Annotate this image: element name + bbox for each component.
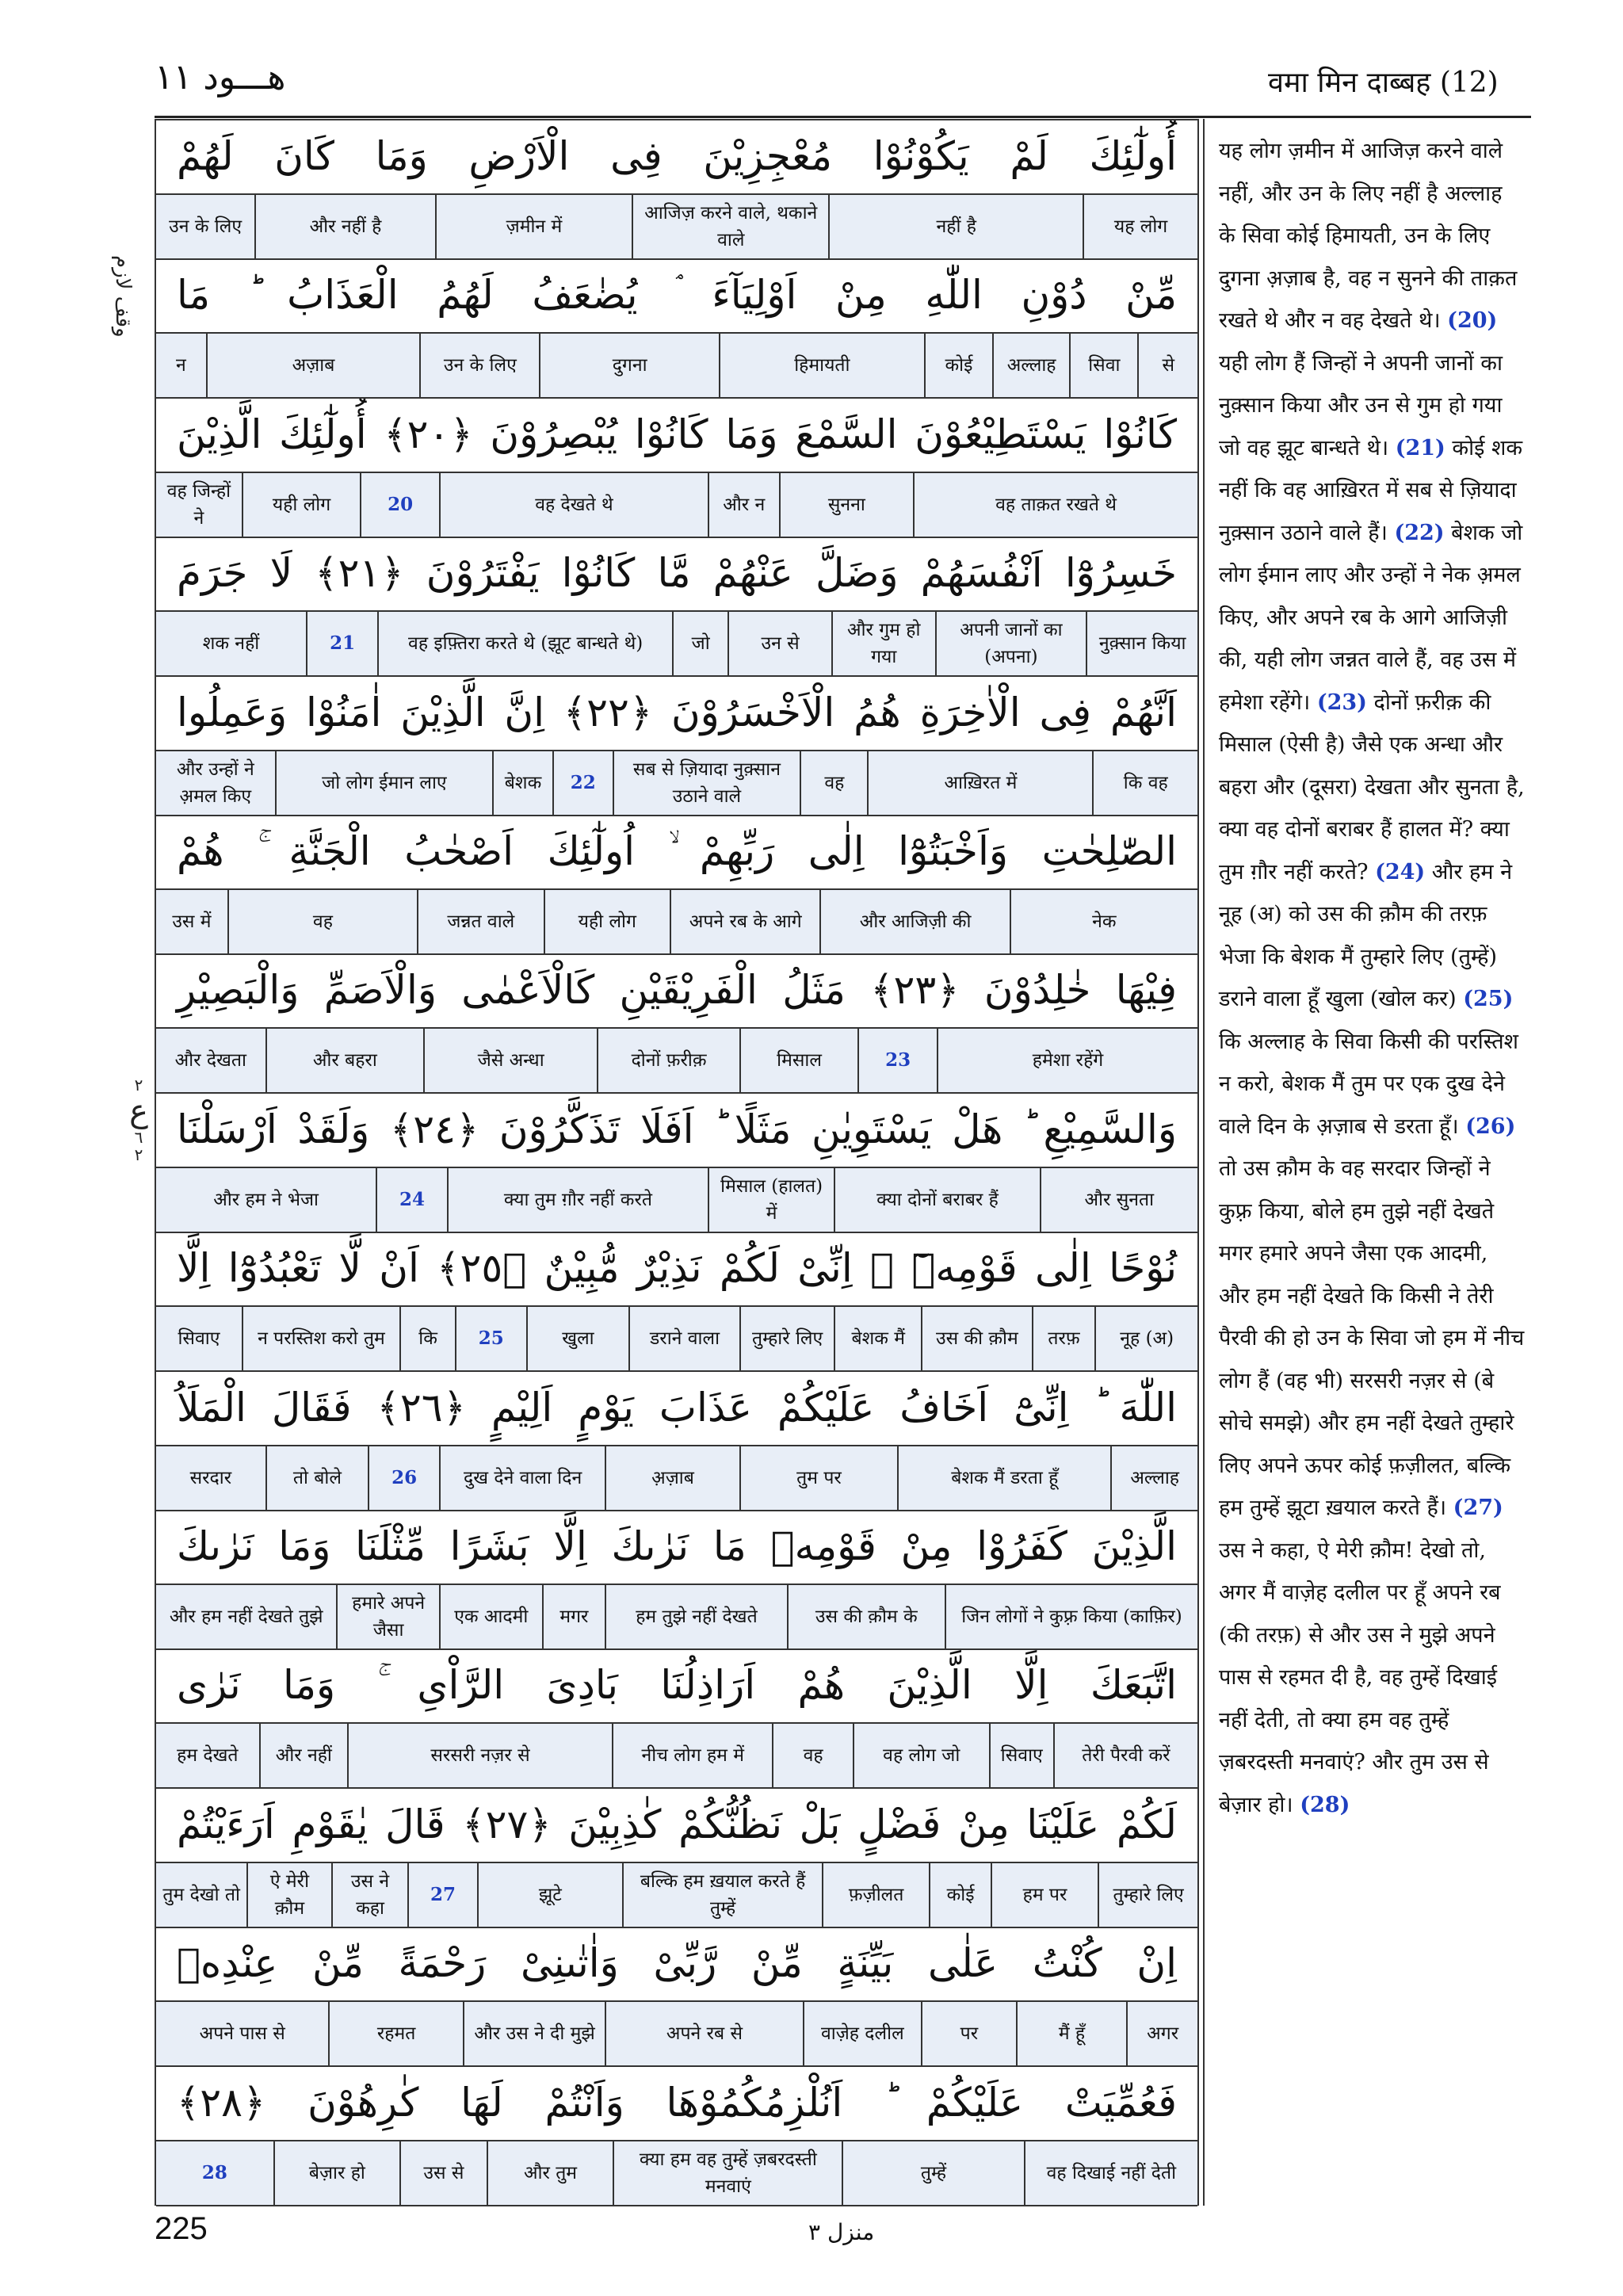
word-meaning-cell: हिमायती — [719, 334, 924, 397]
word-meaning-row — [156, 612, 1197, 677]
translation-verse: उस ने कहा, ऐ मेरी क़ौम! देखो तो, अगर मैं वाज़ेह दलील पर हूँ अपने रब (की तरफ़) से और उस ने मुझे अपने पास से रहमत दी है, वह तुम्हें दिखाई नहीं देती, तो क्या हम वह तुम्हें ज़बरदस्ती मनवाएं? और तुम उस से बेज़ार हो। — [1219, 1538, 1501, 1817]
word-meaning-cell: सरसरी नज़र से — [347, 1724, 612, 1787]
word-meaning-cell: उस की क़ौम — [921, 1307, 1032, 1370]
verse-block — [156, 120, 1197, 259]
arabic-line: اللّٰهَ ؕ اِنِّىْٓ اَخَافُ عَلَيْكُمْ عَذَابَ يَوْمٍ اَلِيْمٍ ﴿٢٦﴾ فَقَالَ الْمَلَاُ — [156, 1372, 1197, 1446]
word-meaning-row — [156, 2141, 1197, 2206]
word-meaning-cell: झूटे — [477, 1863, 623, 1927]
word-meaning-cell: जो लोग ईमान लाए — [275, 751, 493, 815]
verse-number-cell: 26 — [368, 1446, 439, 1510]
verse-block — [156, 537, 1197, 676]
word-meaning-cell: दुगना — [539, 334, 719, 397]
translation-verse: यह लोग ज़मीन में आजिज़ करने वाले नहीं, और उन के लिए नहीं है अल्लाह के सिवा कोई हिमायती, उन के लिए दुगना अ़ज़ाब है, वह न सुनने की ताक़त रखते थे और न वह देखते थे। — [1219, 139, 1518, 333]
word-meaning-cell: ज़मीन में — [435, 195, 632, 258]
ruku-number-top: ٢ — [134, 1075, 143, 1095]
word-meaning-cell: कि वह — [1092, 751, 1197, 815]
word-meaning-cell: हम तुझे नहीं देखते — [605, 1585, 786, 1648]
verse-block — [156, 2067, 1197, 2206]
ruku-mark — [119, 1076, 158, 1163]
verse-number-cell: 20 — [360, 473, 439, 537]
word-meaning-cell: और उन्हों ने अ़मल किए — [176, 758, 254, 807]
verse-block — [156, 259, 1197, 398]
word-meaning-cell: और आजिज़ी की — [819, 890, 1009, 953]
word-meaning-cell: बेज़ार हो — [273, 2141, 400, 2205]
word-meaning-cell: फ़ज़ीलत — [822, 1863, 929, 1927]
word-meaning-cell: आजिज़ करने वाले, थकाने वाले — [632, 195, 828, 258]
word-meaning-cell: तरफ़ — [1032, 1307, 1095, 1370]
translation-verse: और हम ने नूह (अ) को उस की क़ौम की तरफ़ भेजा कि बेशक मैं तुम्हारे लिए (तुम्हें) डराने वाला हूँ खुला (खोल कर) — [1219, 859, 1513, 1011]
arabic-line: فِيْهَا خٰلِدُوْنَ ﴿٢٣﴾ مَثَلُ الْفَرِيْقَيْنِ كَالْاَعْمٰى وَالْاَصَمِّ وَالْبَصِيْرِ — [156, 954, 1197, 1029]
verse-number-cell: 23 — [857, 1029, 937, 1092]
word-meaning-cell: अगर — [1126, 2002, 1197, 2065]
translation-verse: यही लोग हैं जिन्हों ने अपनी जानों का नुक़्सान किया और उन से गुम हो गया जो वह झूट बान्धते थे। — [1219, 350, 1503, 460]
word-meaning-cell: उन के लिए — [169, 216, 242, 237]
arabic-line: اَنَّهُمْ فِى الْاٰخِرَةِ هُمُ الْاَخْسَرُوْنَ ﴿٢٢﴾ اِنَّ الَّذِيْنَ اٰمَنُوْا وَعَمِلُوا — [156, 677, 1197, 751]
word-meaning-cell: से — [1137, 334, 1197, 397]
word-meaning-row — [156, 751, 1197, 816]
translation-verse: बेशक जो लोग ईमान लाए और उन्हों ने नेक अ़मल किए, और अपने रब के आगे आजिज़ी की, यही लोग जन्नत वाले हैं, वह उस में हमेशा रहेंगे। — [1219, 520, 1523, 715]
verse-block — [156, 1511, 1197, 1649]
verse-block — [156, 1372, 1197, 1511]
verse-block — [156, 1927, 1197, 2066]
translation-verse: दोनों फ़रीक़ की मिसाल (ऐसी है) जैसे एक अन्धा और बहरा और (दूसरा) देखता और सुनता है, क्या वह दोनों बराबर हैं हालत में? क्या तुम ग़ौर नहीं करते? — [1219, 690, 1525, 884]
word-meaning-cell: यह लोग — [1083, 195, 1197, 258]
verse-block — [156, 1094, 1197, 1232]
word-meaning-cell: बल्कि हम ख़याल करते हैं तुम्हें — [622, 1863, 822, 1927]
word-meaning-cell: वह देखते थे — [439, 473, 708, 537]
word-meaning-cell: दोनों फ़रीक़ — [597, 1029, 739, 1092]
ruku-letter: ع — [129, 1093, 148, 1129]
manzil-label: منزل ٣ — [808, 2219, 875, 2245]
word-meaning-cell: मिसाल — [739, 1029, 858, 1092]
word-meaning-cell: नुक़्सान किया — [1086, 612, 1197, 675]
word-meaning-cell: और सुनता — [1040, 1168, 1197, 1232]
verse-block — [156, 1232, 1197, 1371]
word-meaning-cell: और हम नहीं देखते तुझे — [169, 1606, 323, 1627]
word-meaning-cell: आख़िरत में — [867, 751, 1092, 815]
word-meaning-cell: और हम ने भेजा — [213, 1189, 319, 1210]
surah-header: هـــود ١١ — [155, 57, 286, 97]
word-meaning-cell: और न — [708, 473, 779, 537]
word-meaning-cell: अपने रब के आगे — [670, 890, 819, 953]
word-meaning-cell: क्या दोनों बराबर हैं — [834, 1168, 1039, 1232]
word-meaning-cell: तेरी पैरवी करें — [1053, 1724, 1197, 1787]
word-meaning-cell: अल्लाह — [1110, 1446, 1197, 1510]
word-meaning-cell: उस ने कहा — [331, 1863, 408, 1927]
translation-text — [1205, 119, 1531, 1826]
arabic-line: الَّذِيْنَ كَفَرُوْا مِنْ قَوْمِهٖ مَا نَرٰىكَ اِلَّا بَشَرًا مِّثْلَنَا وَمَا نَرٰىكَ — [156, 1511, 1197, 1585]
word-meaning-cell: नहीं है — [828, 195, 1083, 258]
page-number: 225 — [155, 2211, 208, 2246]
word-meaning-row — [156, 890, 1197, 955]
word-meaning-cell: बेशक — [492, 751, 552, 815]
word-meaning-cell: सब से ज़ियादा नुक़्सान उठाने वाले — [613, 751, 800, 815]
translation-panel — [1203, 119, 1531, 2206]
word-meaning-cell: उस में — [172, 911, 212, 932]
verse-number-cell: 21 — [306, 612, 377, 675]
word-meaning-cell: अपने पास से — [199, 2023, 285, 2045]
word-meaning-cell: वह इफ़्तिरा करते थे (झूट बान्धते थे) — [377, 612, 672, 675]
verse-number-cell: 28 — [201, 2161, 227, 2183]
verse-block — [156, 399, 1197, 537]
word-meaning-cell: एक आदमी — [439, 1585, 542, 1648]
word-meaning-cell: वह — [772, 1724, 852, 1787]
word-meaning-row — [156, 1168, 1197, 1233]
word-meaning-row — [156, 1585, 1197, 1650]
word-meaning-cell: वह लोग जो — [853, 1724, 989, 1787]
word-meaning-cell: कोई — [924, 334, 992, 397]
word-meaning-cell: कि — [399, 1307, 455, 1370]
word-meaning-cell: डराने वाला — [628, 1307, 739, 1370]
word-meaning-cell: हम देखते — [177, 1745, 239, 1767]
translation-verse-number: (22) — [1394, 520, 1445, 545]
word-meaning-cell: वह — [227, 890, 417, 953]
word-meaning-row — [156, 195, 1197, 260]
word-meaning-cell: यही लोग — [242, 473, 361, 537]
word-meaning-cell: जैसे अन्धा — [423, 1029, 597, 1092]
word-meaning-cell: तुम्हारे लिए — [739, 1307, 834, 1370]
word-meaning-cell: सिवा — [1069, 334, 1137, 397]
word-meaning-cell: तो बोले — [265, 1446, 369, 1510]
word-meaning-cell: न परस्तिश करो तुम — [242, 1307, 399, 1370]
translation-verse: तो उस क़ौम के वह सरदार जिन्हों ने कुफ़्र किया, बोले हम तुझे नहीं देखते मगर हमारे अपने जैसा एक आदमी, और हम नहीं देखते कि किसी ने तेरी पैरवी की हो उन के सिवा जो हम में नीच लोग हैं (वह भी) सरसरी नज़र से (बे सोचे समझे) और हम नहीं देखते तुम्हारे लिए अपने ऊपर कोई फ़ज़ीलत, बल्कि हम तुम्हें झूटा ख़याल करते हैं। — [1219, 1156, 1525, 1520]
word-meaning-cell: नूह (अ) — [1094, 1307, 1197, 1370]
verse-number-cell: 25 — [455, 1307, 526, 1370]
translation-verse-number: (27) — [1453, 1496, 1503, 1520]
word-meaning-cell: और नहीं है — [254, 195, 435, 258]
word-meaning-cell: अ़ज़ाब — [605, 1446, 739, 1510]
verse-number-cell: 22 — [552, 751, 613, 815]
word-meaning-cell: अल्लाह — [992, 334, 1069, 397]
word-meaning-cell: अपने रब से — [605, 2002, 802, 2065]
word-meaning-cell: और उस ने दी मुझे — [463, 2002, 605, 2065]
word-meaning-cell: ऐ मेरी क़ौम — [246, 1863, 330, 1927]
verse-block — [156, 1649, 1197, 1788]
word-meaning-cell: हम पर — [991, 1863, 1098, 1927]
word-meaning-cell: क्या हम वह तुम्हें ज़बरदस्ती मनवाएं — [613, 2141, 842, 2205]
arabic-line: خَسِرُوْٓا اَنْفُسَهُمْ وَضَلَّ عَنْهُمْ مَّا كَانُوْا يَفْتَرُوْنَ ﴿٢١﴾ لَا جَرَمَ — [156, 537, 1197, 612]
translation-verse-number: (23) — [1316, 690, 1367, 715]
word-meaning-cell: और बहरा — [265, 1029, 423, 1092]
word-meaning-cell: कोई — [929, 1863, 990, 1927]
word-meaning-cell: और देखता — [174, 1050, 246, 1072]
arabic-line: نُوْحًا اِلٰى قَوْمِهٖٓ ۘ اِنِّىْ لَكُمْ نَذِيْرٌ مُّبِيْنٌ ﴿٢٥﴾ اَنْ لَّا تَعْبُدُوْٓا اِلَّا — [156, 1232, 1197, 1307]
translation-verse-number: (20) — [1447, 308, 1498, 333]
arabic-line: مِّنْ دُوْنِ اللّٰهِ مِنْ اَوْلِيَآءَ ۘ يُضٰعَفُ لَهُمُ الْعَذَابُ ؕ مَا — [156, 259, 1197, 334]
arabic-line: فَعُمِّيَتْ عَلَيْكُمْ ؕ اَنُلْزِمُكُمُوْهَا وَاَنْتُمْ لَهَا كٰرِهُوْنَ ﴿٢٨﴾ — [156, 2067, 1197, 2141]
word-meaning-cell: वह ताक़त रखते थे — [913, 473, 1197, 537]
word-meaning-cell: जन्नत वाले — [417, 890, 544, 953]
word-meaning-cell: पर — [921, 2002, 1016, 2065]
word-meaning-cell: खुला — [526, 1307, 629, 1370]
ruku-number-mid: ٦ — [134, 1128, 143, 1147]
word-meaning-cell: वह जिन्हों ने — [166, 480, 231, 529]
word-meaning-cell: वह — [800, 751, 867, 815]
word-meaning-cell: हमेशा रहेंगे — [937, 1029, 1197, 1092]
word-meaning-cell: शक नहीं — [202, 633, 260, 655]
translation-verse: कि अल्लाह के सिवा किसी की परस्तिश न करो, बेशक मैं तुम पर एक दुख देने वाले दिन के अ़ज़ाब से डरता हूँ। — [1219, 1029, 1518, 1139]
word-meaning-cell: उस की क़ौम के — [787, 1585, 945, 1648]
word-meaning-cell: यही लोग — [544, 890, 670, 953]
word-meaning-cell: और गुम हो गया — [831, 612, 935, 675]
translation-verse: कोई शक नहीं कि वह आख़िरत में सब से ज़ियादा नुक़्सान उठाने वाले हैं। — [1219, 435, 1523, 545]
word-meaning-cell: अपनी जानों का (अपना) — [935, 612, 1086, 675]
word-meaning-cell: न — [175, 355, 186, 376]
word-meaning-row — [156, 1724, 1197, 1789]
word-meaning-cell: हमारे अपने जैसा — [336, 1585, 439, 1648]
word-meaning-cell: मैं हूँ — [1016, 2002, 1127, 2065]
arabic-line: الصّٰلِحٰتِ وَاَخْبَتُوْٓا اِلٰى رَبِّهِمْ ۙ اُولٰٓئِكَ اَصْحٰبُ الْجَنَّةِ ۚ هُمْ — [156, 816, 1197, 890]
word-meaning-row — [156, 1307, 1197, 1372]
word-meaning-cell: सिवाए — [178, 1328, 220, 1350]
word-meaning-cell: सिवाए — [989, 1724, 1053, 1787]
translation-verse-number: (26) — [1465, 1114, 1516, 1139]
word-meaning-cell: बेशक मैं डरता हूँ — [897, 1446, 1110, 1510]
word-meaning-row — [156, 1029, 1197, 1094]
arabic-line: أُولٰٓئِكَ لَمْ يَكُوْنُوْا مُعْجِزِيْنَ فِى الْاَرْضِ وَمَا كَانَ لَهُمْ — [156, 120, 1197, 195]
word-meaning-cell: उन के लिए — [419, 334, 539, 397]
waqf-note: وقف لازم — [111, 255, 135, 338]
ruku-number-bottom: ٢ — [134, 1145, 143, 1164]
arabic-line: وَالسَّمِيْعِ ؕ هَلْ يَسْتَوِيٰنِ مَثَلًا ؕ اَفَلَا تَذَكَّرُوْنَ ﴿٢٤﴾ وَلَقَدْ اَرْسَلْنَا — [156, 1094, 1197, 1168]
translation-verse-number: (25) — [1463, 987, 1514, 1011]
arabic-line: كَانُوْا يَسْتَطِيْعُوْنَ السَّمْعَ وَمَا كَانُوْا يُبْصِرُوْنَ ﴿٢٠﴾ أُولٰٓئِكَ الَّذِيْنَ — [156, 399, 1197, 473]
word-meaning-cell: बेशक मैं — [834, 1307, 921, 1370]
verse-block — [156, 1789, 1197, 1927]
word-meaning-row — [156, 473, 1197, 538]
header-rule — [155, 116, 1531, 118]
word-meaning-cell: रहमत — [328, 2002, 462, 2065]
word-meaning-row — [156, 334, 1197, 399]
word-meaning-cell: सरदार — [189, 1467, 232, 1488]
word-meaning-cell: तुम्हें — [842, 2141, 1023, 2205]
arabic-line: اتَّبَعَكَ اِلَّا الَّذِيْنَ هُمْ اَرَاذِلُنَا بَادِىَ الرَّاْىِ ۚ وَمَا نَرٰى — [156, 1649, 1197, 1724]
word-meaning-cell: उस से — [399, 2141, 487, 2205]
word-meaning-row — [156, 1446, 1197, 1511]
word-meaning-row — [156, 1863, 1197, 1928]
verse-block — [156, 816, 1197, 954]
word-meaning-cell: मिसाल (हालत) में — [708, 1168, 834, 1232]
word-meaning-cell: तुम देखो तो — [162, 1884, 240, 1905]
word-meaning-cell: जो — [672, 612, 727, 675]
word-meaning-cell: और नहीं — [259, 1724, 347, 1787]
word-meaning-cell: उन से — [727, 612, 831, 675]
translation-verse-number: (21) — [1395, 435, 1445, 460]
arabic-line: لَكُمْ عَلَيْنَا مِنْ فَضْلٍ بَلْ نَظُنُّكُمْ كٰذِبِيْنَ ﴿٢٧﴾ قَالَ يٰقَوْمِ اَرَءَيْتُمْ — [156, 1789, 1197, 1863]
word-meaning-cell: तुम पर — [739, 1446, 897, 1510]
word-meaning-cell: सुनना — [779, 473, 913, 537]
verse-block — [156, 954, 1197, 1093]
word-meaning-cell: वाज़ेह दलील — [803, 2002, 922, 2065]
word-meaning-cell: और तुम — [487, 2141, 613, 2205]
verse-number-cell: 27 — [407, 1863, 476, 1927]
word-meaning-cell: क्या तुम ग़ौर नहीं करते — [447, 1168, 708, 1232]
word-meaning-cell: नीच लोग हम में — [612, 1724, 772, 1787]
verse-number-cell: 24 — [376, 1168, 447, 1232]
word-meaning-cell: तुम्हारे लिए — [1098, 1863, 1197, 1927]
word-meaning-cell: अज़ाब — [206, 334, 420, 397]
para-header: वमा मिन दाब्बह (12) — [1268, 67, 1499, 99]
verse-block — [156, 677, 1197, 816]
word-by-word-panel — [155, 119, 1199, 2206]
translation-verse-number: (24) — [1375, 859, 1426, 884]
word-meaning-cell: मगर — [542, 1585, 605, 1648]
word-meaning-cell: जिन लोगों ने कुफ़्र किया (काफ़िर) — [945, 1585, 1197, 1648]
word-meaning-cell: वह दिखाई नहीं देती — [1024, 2141, 1197, 2205]
arabic-line: اِنْ كُنْتُ عَلٰى بَيِّنَةٍ مِّنْ رَّبِّىْ وَاٰتٰىنِىْ رَحْمَةً مِّنْ عِنْدِهٖ — [156, 1927, 1197, 2002]
word-meaning-cell: दुख देने वाला दिन — [439, 1446, 605, 1510]
translation-verse-number: (28) — [1300, 1792, 1350, 1817]
word-meaning-cell: नेक — [1010, 890, 1197, 953]
word-meaning-row — [156, 2002, 1197, 2067]
